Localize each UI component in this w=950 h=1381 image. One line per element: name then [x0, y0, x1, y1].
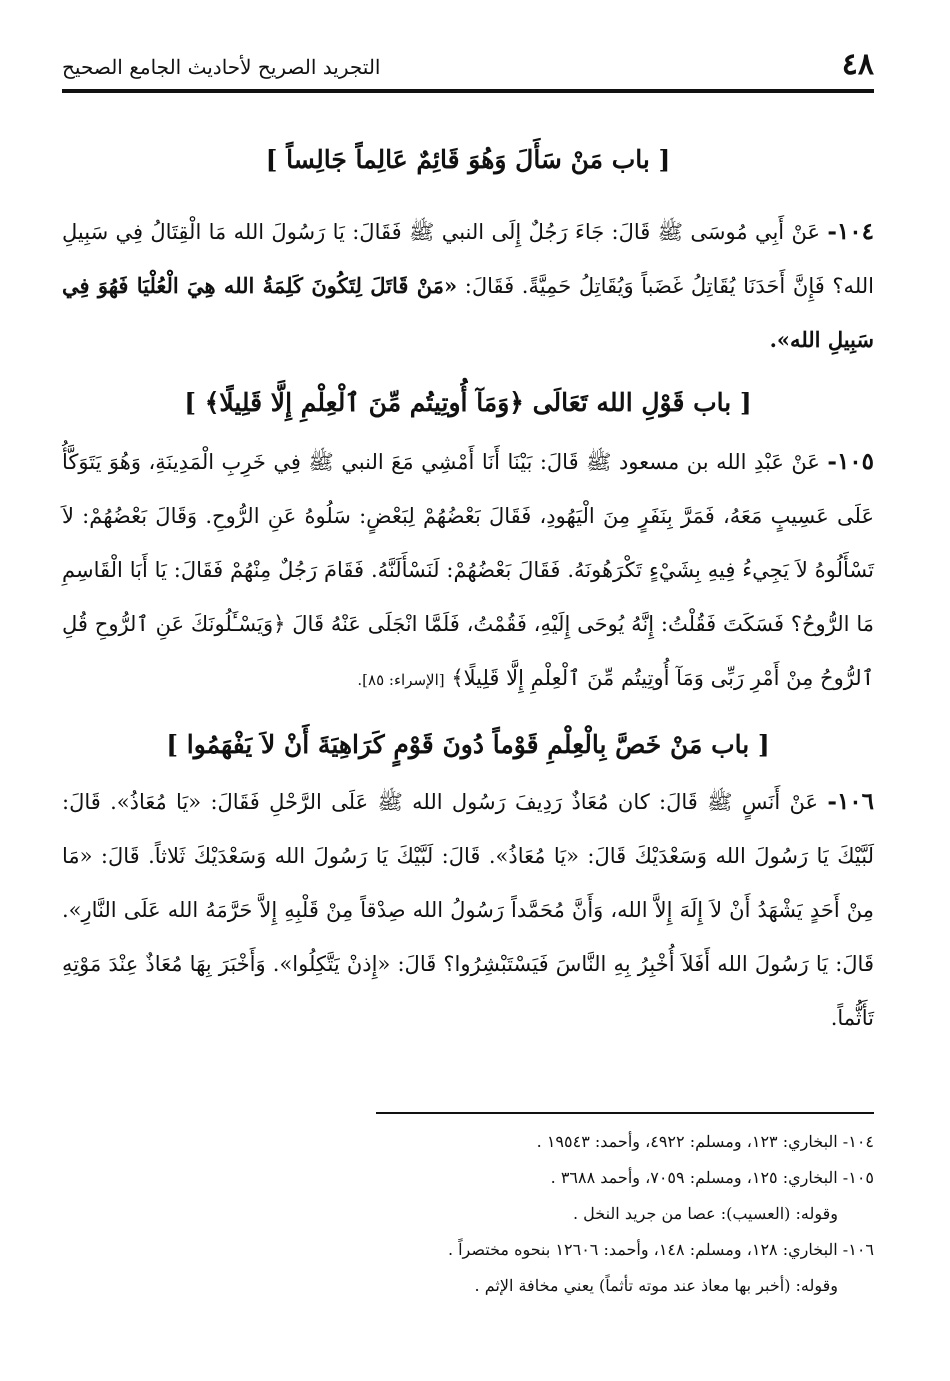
footnote-104: ١٠٤- البخاري: ١٢٣، ومسلم: ٤٩٢٢، وأحمد: ١٩٥٤٣ . — [536, 1132, 874, 1151]
footnote-105: ١٠٥- البخاري: ١٢٥، ومسلم: ٧٠٥٩، وأحمد ٣٦٨٨ . — [550, 1168, 874, 1187]
hadith-number: ١٠٦- — [827, 788, 874, 815]
running-title: التجريد الصريح لأحاديث الجامع الصحيح — [62, 55, 381, 79]
page-number: ٤٨ — [841, 47, 874, 82]
hadith-quote: «مَنْ قَاتَلَ لِتَكُونَ كَلِمَةُ الله هِيَ الْعُلْيَا فَهُوَ فِي سَبِيلِ الله». — [62, 273, 874, 352]
hadith-number: ١٠٤- — [827, 218, 874, 245]
running-header — [62, 48, 874, 88]
chapter-title-3: [ باب مَنْ خَصَّ بِالْعِلْمِ قَوْماً دُونَ قَوْمٍ كَرَاهِيَةَ أَنْ لاَ يَفْهَمُوا ] — [166, 730, 770, 759]
footnote-divider — [376, 1112, 874, 1114]
hadith-text: عَنْ أَنَسٍ ﷺ قَالَ: كان مُعَاذٌ رَدِيفَ رَسُول الله ﷺ عَلَى الرَّحْلِ فَقَالَ: «يَا مُعَاذُ». قَالَ: لَبَّيْكَ يَا رَسُولَ الله وَسَعْدَيْكَ قَالَ: «يَا مُعَاذُ». قَالَ: لَبَّيْكَ يَا رَسُولَ الله وَسَعْدَيْكَ ثَلاثاً. قَالَ: «مَا مِنْ أَحَدٍ يَشْهَدُ أَنْ لاَ إِلَهَ إِلاَّ الله، وَأَنَّ مُحَمَّداً رَسُولُ الله صِدْقاً مِنْ قَلْبِهِ إِلاَّ حَرَّمَهُ الله عَلَى النَّارِ». قَالَ: يَا رَسُولَ الله أَفَلاَ أُخْبِرُ بِهِ النَّاسَ فَيَسْتَبْشِرُوا؟ قَالَ: «إِذنْ يَتَّكِلُوا». وَأَخْبَرَ بِهَا مُعَاذٌ عِنْدَ مَوْتِهِ تَأَثُّماً. — [62, 790, 874, 1030]
footnotes — [62, 1124, 874, 1304]
hadith-106 — [62, 775, 874, 1045]
hadith-104 — [62, 205, 874, 367]
footnote-105-note: وقوله: (العسيب): عصا من جريد النخل . — [572, 1204, 838, 1223]
hadith-text: عَنْ أَبِي مُوسَى ﷺ قَالَ: جَاءَ رَجُلٌ إِلَى النبي ﷺ فَقَالَ: يَا رَسُولَ الله مَا الْقِتَالُ فِي سَبِيلِ الله؟ فَإِنَّ أَحَدَنَا يُقَاتِلُ غَضَباً وَيُقَاتِلُ حَمِيَّةً. فَقَالَ: — [62, 220, 875, 298]
hadith-text: عَنْ عَبْدِ الله بن مسعود ﷺ قَالَ: بَيْنَا أَنَا أَمْشِي مَعَ النبي ﷺ فِي خَرِبِ الْمَدِينَةِ، وَهُوَ يَتَوَكَّأُ عَلَى عَسِيبٍ مَعَهُ، فَمَرَّ بِنَفَرٍ مِنَ الْيَهُودِ، فَقَالَ بَعْضُهُمْ لِبَعْضٍ: سَلُوهُ عَنِ الرُّوحِ. وَقَالَ بَعْضُهُمْ: لاَ تَسْأَلُوهُ لاَ يَجِيءُ فِيهِ بِشَيْءٍ تَكْرَهُونَهُ. فَقَالَ بَعْضُهُمْ: لَنَسْأَلَنَّهُ. فَقَامَ رَجُلٌ مِنْهُمْ فَقَالَ: يَا أَبَا الْقَاسِمِ مَا الرُّوحُ؟ فَسَكَتَ فَقُلْتُ: إِنَّهُ يُوحَى إِلَيْهِ، فَقُمْتُ، فَلَمَّا انْجَلَى عَنْهُ قَالَ ﴿وَيَسْـَٔلُونَكَ عَنِ ٱلرُّوحِ قُلِ ٱلرُّوحُ مِنْ أَمْرِ رَبِّى وَمَآ أُوتِيتُم مِّنَ ٱلْعِلْمِ إِلَّا قَلِيلًا﴾ — [62, 450, 874, 690]
footnote-106-note: وقوله: (أخبر بها معاذ عند موته تأثماً) يعني مخافة الإثم . — [474, 1276, 838, 1295]
hadith-105 — [62, 435, 874, 707]
quran-reference: [الإسراء: ٨٥]. — [357, 671, 445, 689]
footnote-106: ١٠٦- البخاري: ١٢٨، ومسلم: ١٤٨، وأحمد: ١٢٦٠٦ بنحوه مختصراً . — [447, 1240, 874, 1259]
hadith-number: ١٠٥- — [827, 448, 874, 475]
chapter-title-2: [ باب قَوْلِ الله تَعَالَى ﴿وَمَآ أُوتِيتُم مِّنَ ٱلْعِلْمِ إِلَّا قَلِيلًا﴾ ] — [184, 388, 752, 417]
header-divider — [62, 89, 874, 93]
chapter-title-1: [ باب مَنْ سَأَلَ وَهُوَ قَائِمٌ عَالِماً جَالِساً ] — [265, 145, 671, 174]
